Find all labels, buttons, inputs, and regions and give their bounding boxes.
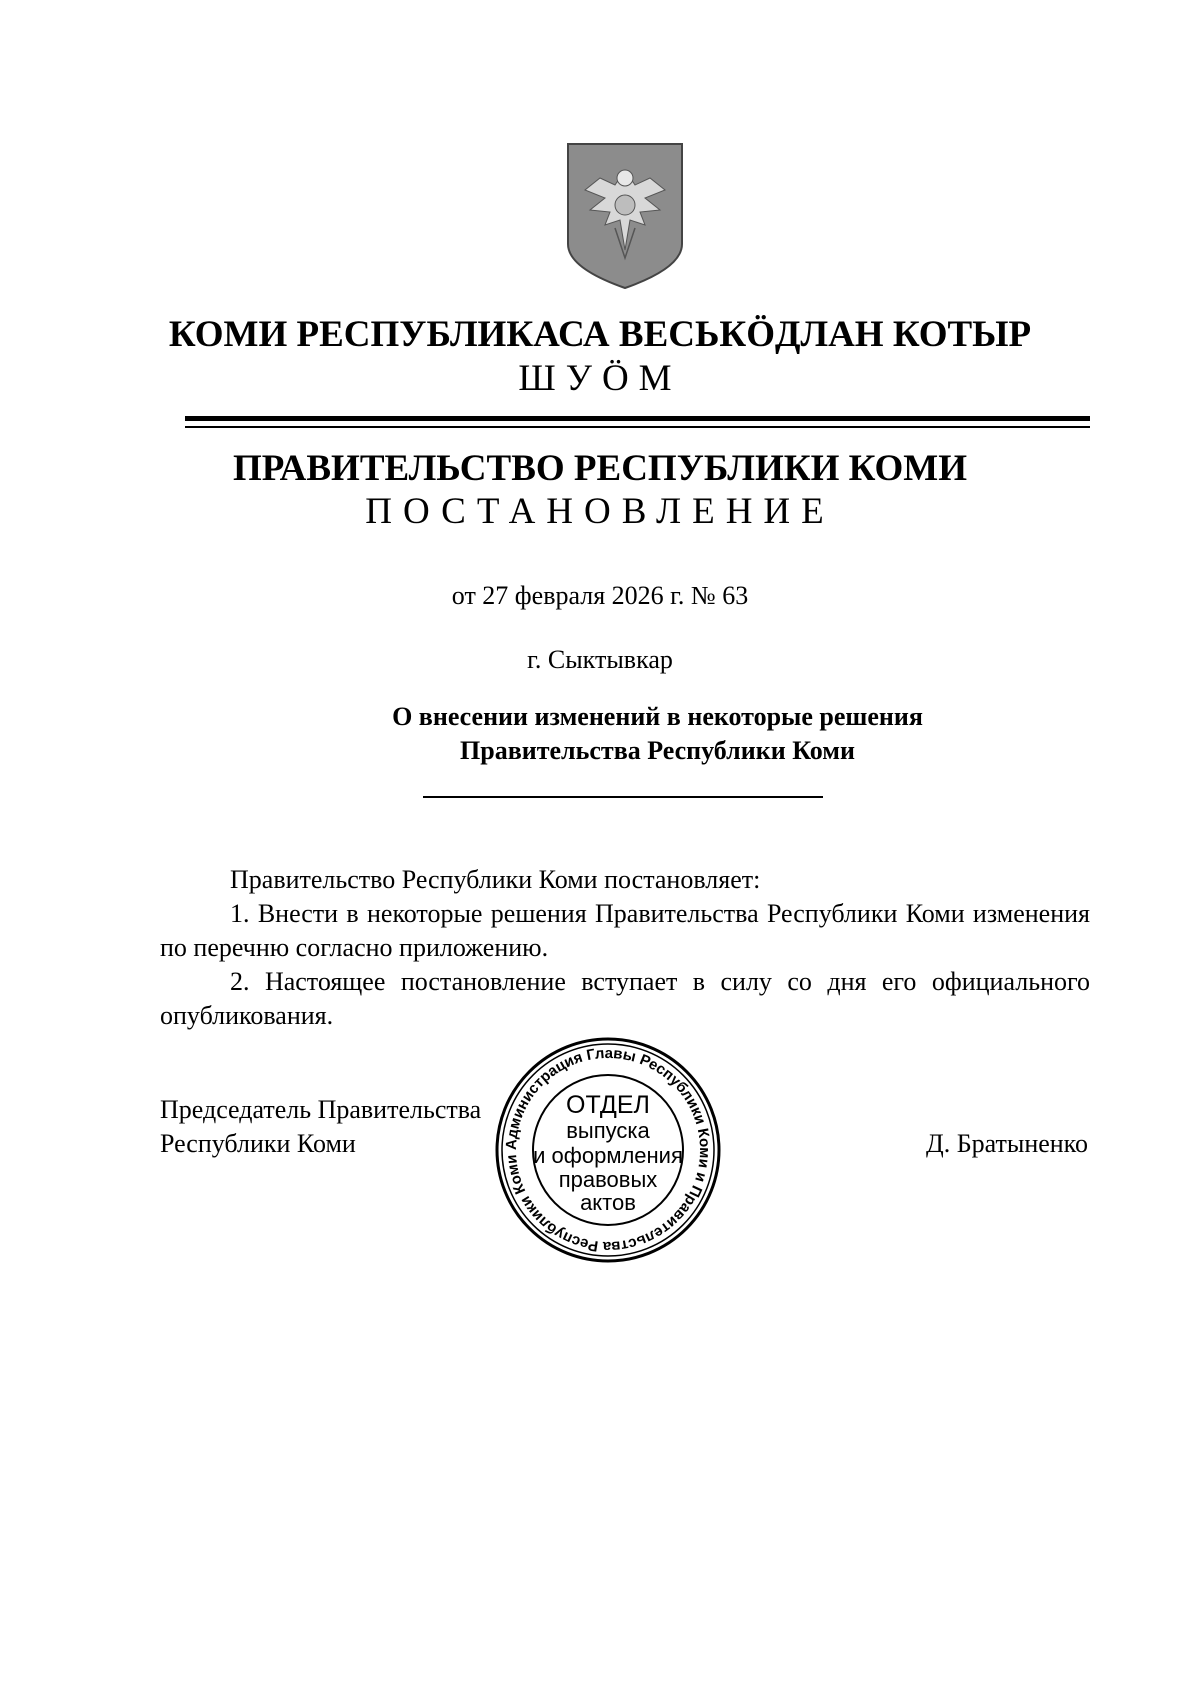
- stamp-center-line-3: и оформления: [533, 1143, 683, 1168]
- signatory-title: [160, 1093, 481, 1161]
- stamp-center-line-5: актов: [580, 1190, 636, 1215]
- ru-org-title: ПРАВИТЕЛЬСТВО РЕСПУБЛИКИ КОМИ: [233, 448, 967, 489]
- komi-org-title: КОМИ РЕСПУБЛИКАСА ВЕСЬКӦДЛАН КОТЫР: [168, 314, 1032, 355]
- official-seal-icon: [493, 1035, 723, 1265]
- stamp-center-line-1: ОТДЕЛ: [566, 1091, 650, 1119]
- komi-doc-type: ШУӦМ: [518, 358, 682, 399]
- header-divider-thick: [185, 416, 1090, 421]
- signatory-name: Д. Братыненко: [925, 1129, 1088, 1158]
- komi-coat-of-arms-icon: [560, 140, 690, 290]
- subject-underline: [423, 796, 823, 798]
- stamp-ring-text: Администрация Главы Республики Коми и Правительства Республики Коми: [502, 1044, 714, 1256]
- body-intro: Правительство Республики Коми постановляет:: [230, 865, 761, 894]
- document-subject: [340, 700, 975, 768]
- document-city: г. Сыктывкар: [527, 645, 673, 674]
- subject-line-2: Правительства Республики Коми: [460, 736, 855, 765]
- subject-line-1: О внесении изменений в некоторые решения: [392, 702, 923, 731]
- stamp-center-line-2: выпуска: [566, 1118, 650, 1143]
- body-item-1: 1. Внести в некоторые решения Правительства Республики Коми изменения по перечню согласно приложению.: [160, 899, 1090, 962]
- ru-doc-type: ПОСТАНОВЛЕНИЕ: [365, 491, 835, 532]
- signatory-title-line-2: Республики Коми: [160, 1129, 356, 1158]
- document-date-number: от 27 февраля 2026 г. № 63: [451, 581, 749, 610]
- document-body: [160, 863, 1090, 1033]
- signatory-title-line-1: Председатель Правительства: [160, 1095, 482, 1124]
- stamp-center-line-4: правовых: [558, 1167, 658, 1192]
- header-divider-thin: [185, 426, 1090, 428]
- body-item-2: 2. Настоящее постановление вступает в силу со дня его официального опубликования.: [160, 967, 1090, 1030]
